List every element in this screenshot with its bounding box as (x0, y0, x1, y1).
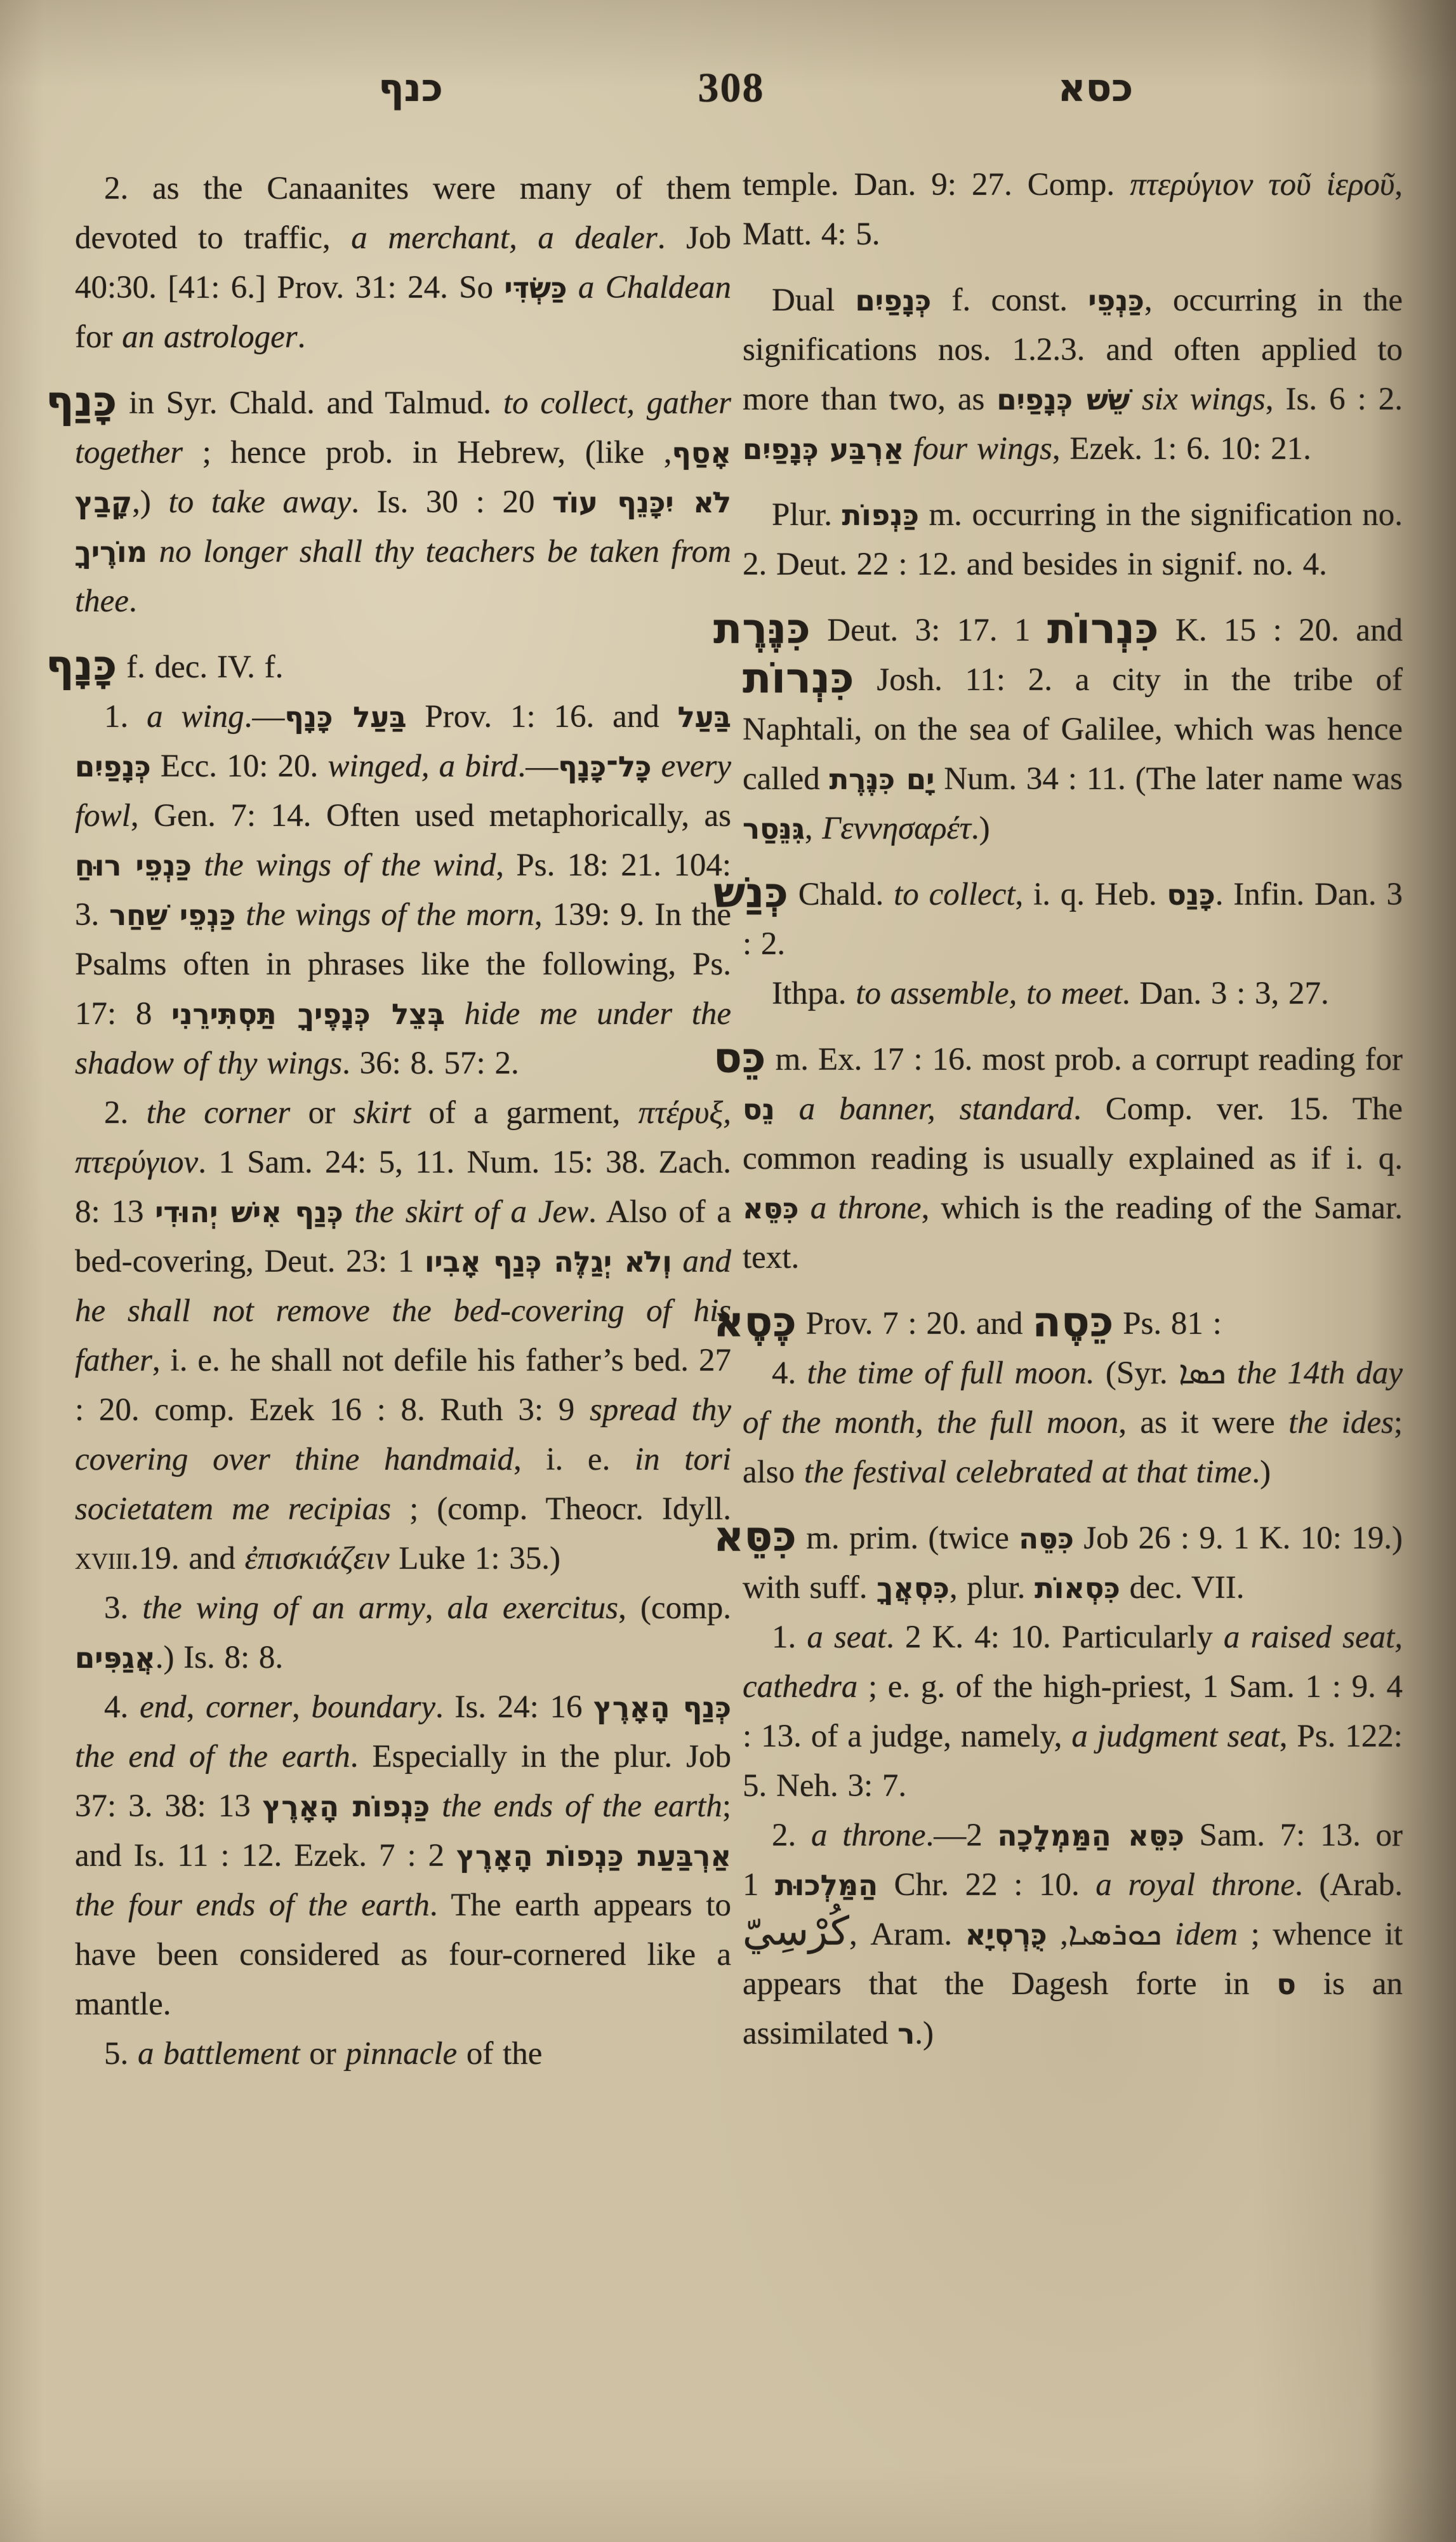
italic-gloss: ala exercitus (447, 1590, 619, 1626)
roman-text: , i. q. Heb. (1015, 877, 1167, 912)
roman-text: , which is the reading of the Samar. text. (743, 1190, 1403, 1275)
italic-gloss: the 14th day of the month, the full moon (743, 1355, 1403, 1441)
hebrew-word: כָּנַס (1167, 878, 1215, 912)
italic-gloss: a throne (811, 1818, 926, 1853)
roman-text (1130, 382, 1142, 417)
entry-kanaph-noun (46, 641, 731, 692)
roman-text (775, 1091, 799, 1127)
sense-canaanites-traffic (75, 164, 731, 362)
italic-gloss: every fowl (75, 749, 731, 834)
italic-gloss: hide me under the shadow of thy wings (75, 996, 732, 1081)
roman-text: , (1047, 1917, 1068, 1952)
italic-gloss: the ides (1288, 1405, 1394, 1441)
italic-gloss: the four ends of the earth (75, 1887, 430, 1923)
roman-text: 4. (772, 1355, 807, 1391)
italic-gloss: end (139, 1689, 187, 1725)
italic-gloss: to collect, gather together (75, 385, 731, 470)
sense-4-end-corner-boundary (75, 1682, 731, 2029)
right-column (712, 160, 1403, 2058)
roman-text (672, 1244, 683, 1279)
roman-text: . Comp. ver. 15. The common reading is usually explained as if i. q. (743, 1091, 1403, 1176)
roman-text: . Is. 24: 16 (435, 1689, 594, 1725)
italic-gloss: no longer shall thy teachers be taken from thee (75, 534, 732, 619)
italic-gloss: the wing of an army (142, 1590, 425, 1626)
hebrew-headword: כְּנַשׁ (713, 868, 788, 917)
roman-text: , (425, 1590, 447, 1626)
roman-text (1226, 1355, 1237, 1391)
roman-text (445, 996, 465, 1032)
hebrew-word: וְלֹא יְגַלֶּה כְּנַף אָבִיו (425, 1245, 672, 1279)
hebrew-word: אֲגַפִּים (75, 1641, 156, 1675)
roman-text: . Is. 30 : 20 (351, 484, 553, 520)
italic-gloss: a royal throne (1095, 1867, 1295, 1903)
hebrew-word: נֵס (743, 1093, 775, 1126)
hebrew-word: כַּשְׂדִּי (504, 271, 567, 305)
hebrew-word: כִּסֵּא הַמַּמְלָכָה (997, 1819, 1184, 1853)
hebrew-word: כַּנְפוֹת הָאָרֶץ (262, 1790, 430, 1823)
roman-text: (Syr. (1094, 1355, 1179, 1391)
entry-kisse-throne (713, 1512, 1403, 1613)
roman-text: of the (457, 2036, 543, 2072)
roman-text: m. occurring in the signification no. 2. Deut. 22 : 12. and besides in signif. no. 4. (743, 497, 1403, 582)
roman-text (904, 431, 913, 467)
italic-gloss: a judgment seat (1071, 1719, 1280, 1754)
italic-gloss: and he shall not remove the bed-covering of his father (75, 1244, 731, 1378)
paragraph-dual (743, 276, 1403, 474)
roman-text: m. Ex. 17 : 16. most prob. a corrupt reading for (765, 1042, 1403, 1077)
roman-text: Ithpa. (772, 976, 856, 1011)
roman-text: . Job 40:30. [41: 6.] Prov. 31: 24. So (75, 220, 731, 305)
hebrew-word: בַּעַל כְּנָפַיִם (75, 700, 731, 783)
roman-text: ; whence it appears that the Dagesh forte in (743, 1917, 1403, 2002)
hebrew-word: כְּנָפַיִם (855, 284, 932, 317)
roman-text: , Gen. 7: 14. Often used metaphorically, as (130, 798, 731, 834)
italic-gloss: the time of full moon. (807, 1355, 1095, 1391)
roman-text: is an assimilated (743, 1966, 1403, 2051)
hebrew-word: כַּנְפֵי שַׁחַר (109, 898, 236, 932)
roman-text (799, 1190, 811, 1226)
roman-text: Prov. 7 : 20. and (796, 1306, 1033, 1341)
roman-text: temple. Dan. 9: 27. Comp. (743, 167, 1130, 203)
hebrew-word: יָם כִּנֶּרֶת (829, 762, 935, 796)
roman-text: , (comp. (618, 1590, 731, 1626)
roman-text: . Dan. 3 : 3, 27. (1122, 976, 1329, 1011)
roman-text: 2. (104, 1095, 147, 1131)
hebrew-word: כֻּרְסְיָא (965, 1918, 1047, 1952)
roman-text: Josh. 11: 2. a city in the tribe of Naphtali, on the sea of Galilee, which was hence called (743, 662, 1403, 797)
roman-text: m. prim. (twice (796, 1521, 1019, 1556)
greek-word: ἐπισκιάζειν (244, 1541, 390, 1576)
italic-gloss: the end of the earth (75, 1739, 350, 1774)
paragraph-plural (743, 490, 1403, 589)
hebrew-word: בְּצֵל כְּנָפֶיךָ תַּסְתִּירֵנִי (171, 997, 445, 1031)
italic-gloss: a banner, standard (798, 1091, 1074, 1127)
roman-text: 3. (104, 1590, 143, 1626)
roman-text (192, 848, 204, 883)
italic-gloss: an astrologer (122, 319, 298, 355)
italic-gloss: a Chaldean (578, 270, 732, 305)
roman-text: 1. (104, 699, 147, 735)
hebrew-word: כִּסְאֲךָ (877, 1571, 950, 1605)
roman-text: Ps. 81 : (1113, 1306, 1222, 1341)
roman-text: . (128, 583, 137, 619)
roman-text (567, 270, 578, 305)
italic-gloss: skirt (353, 1095, 411, 1131)
roman-text: . 36: 8. 57: 2. (342, 1046, 519, 1081)
italic-gloss: the ends of the earth (442, 1788, 722, 1824)
sense-3-wing-of-army (75, 1583, 731, 1682)
roman-text: . Infin. Dan. 3 : 2. (743, 877, 1403, 962)
roman-text (651, 749, 661, 784)
sense-4-time-of-full-moon (743, 1348, 1403, 1497)
roman-text: f. const. (931, 283, 1089, 318)
roman-text: . Also of a bed-covering, Deut. 23: 1 (75, 1194, 731, 1279)
roman-text: , Aram. (849, 1917, 965, 1952)
syriac-word: ܟܣܐ (1178, 1354, 1226, 1392)
roman-text: , i. e. (513, 1442, 635, 1477)
roman-text: ; hence prob. in Hebrew, (like (182, 435, 664, 470)
hebrew-headword: כֵּסֶה (1032, 1297, 1114, 1347)
italic-gloss: a wing (147, 699, 244, 735)
roman-text: . 1 Sam. 24: 5, 11. Num. 15: 38. Zach. 8: 13 (75, 1145, 731, 1230)
greek-word: Γεννησαρέτ (822, 811, 971, 846)
roman-text: Deut. 3: 17. (810, 613, 1014, 648)
italic-gloss: the wings of the morn (246, 897, 534, 933)
page-number: 308 (698, 65, 765, 111)
roman-text (147, 534, 159, 569)
greek-word: πτερύγιον τοῦ ἱεροῦ (1130, 167, 1395, 203)
italic-gloss: idem (1174, 1917, 1238, 1952)
roman-text: or (290, 1095, 354, 1131)
roman-text: , (804, 811, 823, 846)
hebrew-headword: כִּנֶּרֶת (713, 604, 811, 653)
roman-text: .— (925, 1818, 967, 1853)
left-column (44, 164, 731, 2079)
hebrew-word: כִּסֵּא (743, 1192, 799, 1225)
roman-text: .) (915, 2016, 934, 2051)
roman-text: 2. as the Canaanites were many of them devoted to traffic, (75, 171, 731, 256)
roman-text: in Syr. Chald. and Talmud. (117, 385, 503, 421)
hebrew-word: כַּנְפֵי (1088, 284, 1144, 317)
italic-gloss: a raised seat, cathedra (743, 1620, 1403, 1705)
roman-text: , as it were (1118, 1405, 1289, 1441)
roman-text: f. dec. IV. f. (117, 649, 284, 685)
roman-text (1161, 1917, 1175, 1952)
roman-text: Luke 1: 35.) (389, 1541, 560, 1576)
italic-gloss: in tori societatem me recipias (75, 1442, 731, 1527)
hebrew-word: קָבַץ (75, 486, 133, 519)
roman-text: Prov. 1: 16. and (406, 699, 678, 735)
italic-gloss: six wings (1142, 382, 1266, 417)
hebrew-word: כַּנְפֵי רוּחַ (75, 849, 192, 882)
italic-gloss: the skirt of a Jew (354, 1194, 589, 1230)
roman-text: , Matt. 4: 5. (743, 167, 1403, 252)
continuation-temple (743, 160, 1403, 259)
roman-text: . 2 K. 4: 10. Particularly (886, 1620, 1224, 1655)
italic-gloss: pinnacle (345, 2036, 458, 2072)
hebrew-word: אַרְבַּעַת כַּנְפוֹת הָאָרֶץ (456, 1839, 731, 1873)
hebrew-word: שֵׁשׁ כְּנָפַיִם (996, 383, 1130, 416)
roman-text: 5. (104, 2036, 138, 2072)
italic-gloss: a throne (810, 1190, 922, 1226)
roman-text: of a garment, (411, 1095, 639, 1131)
smallcaps-text: xviii (75, 1541, 131, 1576)
italic-gloss: winged, a bird (328, 749, 518, 784)
roman-text: , Ezek. 1: 6. 10: 21. (1052, 431, 1311, 467)
entry-kenash (713, 868, 1403, 969)
hebrew-headword: כֵּס (713, 1033, 766, 1082)
roman-text: . (Arab. (1294, 1867, 1403, 1903)
hebrew-word: כָּל־כָּנָף (558, 750, 652, 783)
roman-text: , (186, 1689, 206, 1725)
italic-gloss: the wings of the wind (204, 848, 496, 883)
hebrew-word: כְּנַף אִישׁ יְהוּדִי (155, 1195, 343, 1229)
roman-text: Dual (772, 283, 856, 318)
roman-text: 4. (104, 1689, 140, 1725)
sense-5-battlement (75, 2029, 731, 2079)
roman-text: Ecc. 10: 20. (150, 749, 328, 784)
roman-text: for (75, 319, 122, 355)
italic-gloss: a battlement (138, 2036, 300, 2072)
hebrew-word: אַרְבַּע כְּנָפַיִם (743, 432, 904, 466)
roman-text: 1 Chr. 22 : 10. (743, 1867, 1096, 1903)
hebrew-word: בַּעַל כָּנָף (284, 700, 407, 734)
hebrew-word: כִּסֵּה (1019, 1522, 1074, 1555)
hebrew-headword: כִּנְרוֹת (743, 653, 854, 703)
roman-text: dec. VII. (1120, 1570, 1245, 1606)
hebrew-word: הַמַּלְכוּת (775, 1868, 878, 1902)
hebrew-word: ס (1276, 1967, 1296, 2001)
running-head-right-keyword: כסא (1057, 66, 1134, 110)
hebrew-headword: כָּנַף (46, 376, 117, 426)
hebrew-headword: כָּנָף (46, 641, 117, 690)
roman-text: ; and Is. 11 : 12. Ezek. 7 : 2 (75, 1788, 732, 1873)
sense-2-a-throne (743, 1811, 1403, 2058)
entry-kinnereth (713, 604, 1403, 853)
roman-text: , 139: 9. In the Psalms often in phrases like the following, Ps. 17: 8 (75, 897, 732, 1032)
hebrew-word: כְּנַף הָאָרֶץ (593, 1691, 732, 1724)
roman-text: .— (244, 699, 285, 735)
roman-text: .) (1252, 1454, 1271, 1490)
sense-2-corner-skirt (75, 1088, 731, 1583)
hebrew-headword: כִּסֵּא (713, 1512, 797, 1561)
roman-text: , Is. 6 : 2. (1265, 382, 1403, 417)
roman-text: ; (comp. Theocr. Idyll. (391, 1491, 731, 1527)
roman-text: , Ps. 18: 21. 104: 3. (75, 848, 731, 933)
roman-text: Plur. (772, 497, 842, 533)
entry-kes (713, 1033, 1403, 1282)
roman-text: .— (517, 749, 559, 784)
roman-text: or (300, 2036, 346, 2072)
hebrew-word: לֹא יִכָּנֵף עוֹד מוֹרֶיךָ (75, 486, 732, 569)
roman-text: . Especially in the plur. Job 37: 3. 38: 13 (75, 1739, 732, 1824)
roman-text: , (663, 435, 672, 470)
roman-text: , plur. (949, 1570, 1035, 1606)
hebrew-word: כַּנְפוֹת (842, 498, 919, 532)
italic-gloss: to collect (894, 877, 1016, 912)
roman-text (343, 1194, 355, 1230)
italic-gloss: corner (206, 1689, 293, 1725)
roman-text: . The earth appears to have been considered as four-cornered like a mantle. (75, 1887, 731, 2022)
entry-kese-full-moon (713, 1297, 1403, 1348)
roman-text: 2. (772, 1818, 811, 1853)
roman-text (430, 1788, 442, 1824)
hebrew-word: גִּנֵּסַר (743, 812, 805, 846)
hebrew-word: כִּסְאוֹת (1035, 1571, 1120, 1605)
sense-1-a-wing (75, 692, 731, 1088)
roman-text: Job 26 : 9. 1 K. 10: 19.) with suff. (743, 1521, 1403, 1606)
italic-gloss: boundary (311, 1689, 435, 1725)
roman-text: 1 K. 15 : 20. and (1014, 613, 1403, 648)
hebrew-headword: כִּנְרוֹת (1047, 604, 1159, 653)
roman-text: ,) (132, 484, 169, 520)
roman-text: , Ps. 122: 5. Neh. 3: 7. (743, 1719, 1403, 1804)
entry-kanaph-verb (46, 376, 732, 626)
roman-text (235, 897, 246, 933)
roman-text: ; e. g. of the high-priest, 1 Sam. 1 : 9. 4 : 13. of a judge, namely, (743, 1669, 1403, 1754)
roman-text: .) Is. 8: 8. (155, 1640, 284, 1675)
roman-text: .19. and (130, 1541, 245, 1576)
italic-gloss: to assemble, to meet (856, 976, 1122, 1011)
roman-text: , (292, 1689, 312, 1725)
italic-gloss: spread thy covering over thine handmaid (75, 1392, 731, 1477)
roman-text: Num. 34 : 11. (The later name was (934, 761, 1403, 797)
hebrew-headword: כֶּסֶא (713, 1297, 797, 1347)
roman-text: , occurring in the significations nos. 1.2.3. and often applied to more than two, as (743, 283, 1403, 417)
italic-gloss: a seat (807, 1620, 887, 1655)
italic-gloss: a merchant, a dealer (351, 220, 658, 256)
roman-text: ; also (743, 1405, 1403, 1490)
roman-text: Chald. (788, 877, 894, 912)
roman-text: 1. (772, 1620, 807, 1655)
greek-word: πτέρυξ, πτερύγιον (75, 1095, 732, 1180)
roman-text: . (297, 319, 306, 355)
roman-text: , i. e. he shall not defile his father’s bed. 27 : 20. comp. Ezek 16 : 8. Ruth 3: 9 (75, 1343, 731, 1428)
hebrew-word: אָסַף (672, 436, 731, 470)
paragraph-ithpa (743, 969, 1403, 1018)
hebrew-word: ר (897, 2017, 915, 2051)
roman-text: 2 Sam. 7: 13. or (966, 1818, 1403, 1853)
italic-gloss: four wings (913, 431, 1052, 467)
running-head (0, 53, 1456, 130)
syriac-word: ܟܘܪܣܝܐ (1068, 1915, 1162, 1953)
italic-gloss: the corner (146, 1095, 291, 1131)
arabic-word: كُرْسِيّ (743, 1908, 849, 1954)
roman-text: .) (970, 811, 990, 846)
running-head-left-keyword: כנף (378, 66, 443, 110)
sense-1-a-seat (743, 1613, 1403, 1811)
italic-gloss: the festival celebrated at that time (804, 1454, 1252, 1490)
italic-gloss: to take away (168, 484, 352, 520)
